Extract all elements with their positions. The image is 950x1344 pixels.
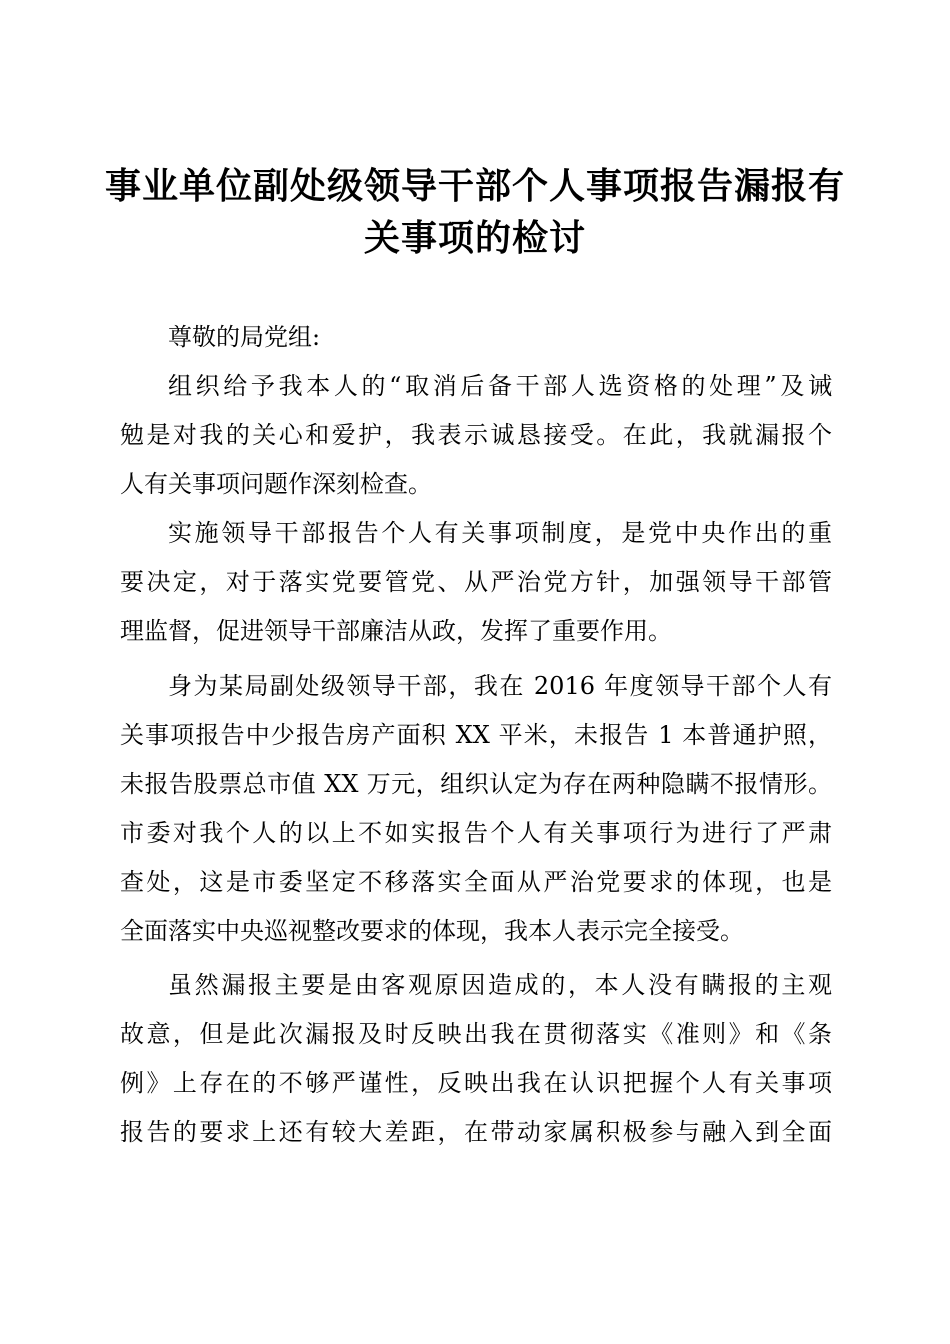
paragraph-2-line-1: 实施领导干部报告个人有关事项制度，是党中央作出的重 (168, 519, 832, 547)
paragraph-3-line-4: 市委对我个人的以上不如实报告个人有关事项行为进行了严肃 (120, 819, 832, 847)
paragraph-4-line-4: 报告的要求上还有较大差距，在带动家属积极参与融入到全面 (120, 1118, 832, 1146)
paragraph-2-line-2: 要决定，对于落实党要管党、从严治党方针，加强领导干部管 (120, 568, 832, 596)
paragraph-3-line-1: 身为某局副处级领导干部，我在 2016 年度领导干部个人有 (168, 672, 832, 700)
paragraph-2-line-3: 理监督，促进领导干部廉洁从政，发挥了重要作用。 (120, 617, 672, 645)
paragraph-3-line-2: 关事项报告中少报告房产面积 XX 平米，未报告 1 本普通护照， (120, 721, 832, 749)
paragraph-1-line-1: 组织给予我本人的“取消后备干部人选资格的处理”及诫 (168, 372, 832, 400)
document-title-line-2: 关事项的检讨 (363, 217, 586, 259)
paragraph-3-line-3: 未报告股票总市值 XX 万元，组织认定为存在两种隐瞒不报情形。 (120, 770, 832, 798)
paragraph-3-line-5: 查处，这是市委坚定不移落实全面从严治党要求的体现，也是 (120, 868, 832, 896)
paragraph-4-line-3: 例》上存在的不够严谨性，反映出我在认识把握个人有关事项 (120, 1069, 832, 1097)
paragraph-1-line-3: 人有关事项问题作深刻检查。 (120, 470, 432, 498)
paragraph-3-line-6: 全面落实中央巡视整改要求的体现，我本人表示完全接受。 (120, 917, 744, 945)
paragraph-1-line-2: 勉是对我的关心和爱护，我表示诚恳接受。在此，我就漏报个 (120, 421, 832, 449)
document-title-line-1: 事业单位副处级领导干部个人事项报告漏报有 (104, 165, 845, 207)
paragraph-4-line-2: 故意，但是此次漏报及时反映出我在贯彻落实《准则》和《条 (120, 1020, 832, 1048)
salutation: 尊敬的局党组: (168, 323, 321, 351)
paragraph-4-line-1: 虽然漏报主要是由客观原因造成的，本人没有瞒报的主观 (168, 971, 832, 999)
